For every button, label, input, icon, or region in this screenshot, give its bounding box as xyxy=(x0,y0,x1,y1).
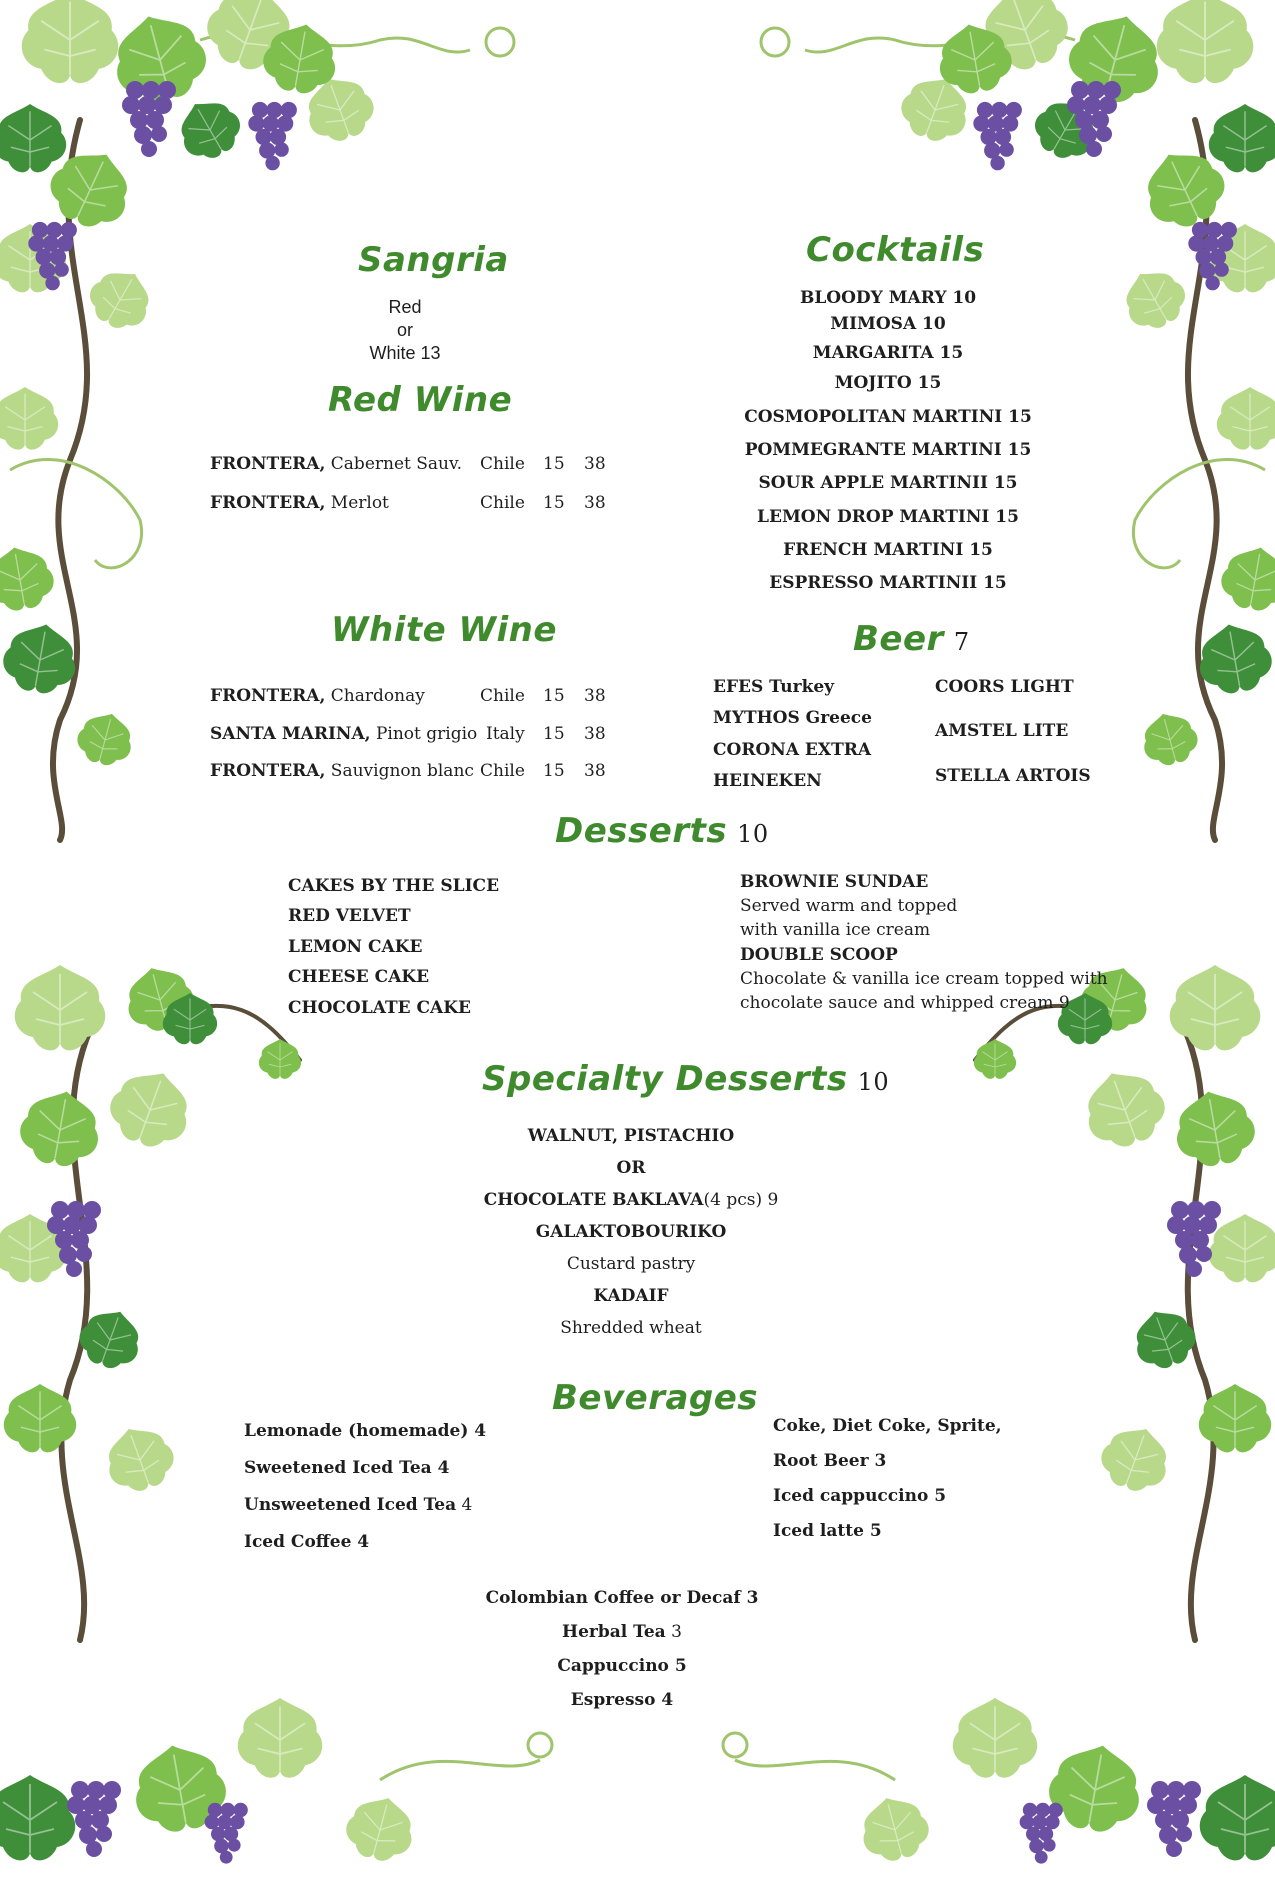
beverage-price: 5 xyxy=(668,1656,687,1676)
specialty-item-desc: Shredded wheat xyxy=(560,1318,702,1338)
beverage-name: Cappuccino xyxy=(557,1656,669,1676)
beverage-price: 3 xyxy=(740,1588,759,1608)
cocktail-item: ESPRESSO MARTINII 15 xyxy=(769,573,1007,593)
wine-glass-price: 15 xyxy=(543,724,565,744)
white-wine-heading: White Wine xyxy=(331,610,557,650)
dessert-item: RED VELVET xyxy=(288,906,411,926)
cocktail-item: SOUR APPLE MARTINII 15 xyxy=(758,473,1018,493)
wine-country: Chile xyxy=(480,454,525,474)
wine-varietal: Pinot grigio xyxy=(370,724,478,744)
sangria-heading: Sangria xyxy=(358,240,509,280)
brownie-title: BROWNIE SUNDAE xyxy=(740,872,929,892)
cocktail-item: MIMOSA 10 xyxy=(830,314,946,334)
sangria-line-2: or xyxy=(396,320,414,340)
beverage-price: 4 xyxy=(468,1421,487,1441)
dessert-item: CHOCOLATE CAKE xyxy=(288,998,471,1018)
specialty-item: GALAKTOBOURIKO xyxy=(535,1222,727,1242)
beer-item: AMSTEL LITE xyxy=(935,721,1069,741)
specialty-item-price: (4 pcs) 9 xyxy=(703,1190,779,1210)
specialty-item xyxy=(484,1190,779,1210)
wine-bottle-price: 38 xyxy=(584,454,606,474)
beverage-item: Coke, Diet Coke, Sprite, xyxy=(773,1416,1002,1436)
beverage-item xyxy=(244,1458,449,1478)
beverage-price: 4 xyxy=(655,1690,674,1710)
beverage-item xyxy=(244,1495,472,1515)
wine-producer: FRONTERA, xyxy=(210,454,326,474)
specialty-item: OR xyxy=(616,1158,646,1178)
hot-beverage-item xyxy=(562,1622,682,1642)
dessert-item: LEMON CAKE xyxy=(288,937,423,957)
hot-beverage-item xyxy=(571,1690,673,1710)
specialty-item-desc: Custard pastry xyxy=(566,1254,696,1274)
wine-glass-price: 15 xyxy=(543,686,565,706)
beer-price: 7 xyxy=(953,628,970,656)
brownie-desc: Served warm and topped xyxy=(740,896,958,916)
wine-glass-price: 15 xyxy=(543,454,565,474)
wine-row xyxy=(210,724,610,748)
wine-bottle-price: 38 xyxy=(584,493,606,513)
wine-producer: FRONTERA, xyxy=(210,493,326,513)
beverage-price: 4 xyxy=(431,1458,450,1478)
cocktail-item: MOJITO 15 xyxy=(834,373,942,393)
wine-producer: FRONTERA, xyxy=(210,761,326,781)
beverage-price: 3 xyxy=(665,1622,682,1642)
wine-varietal: Cabernet Sauv. xyxy=(325,454,462,474)
dessert-item: CHEESE CAKE xyxy=(288,967,430,987)
wine-bottle-price: 38 xyxy=(584,686,606,706)
beverage-name: Espresso xyxy=(570,1690,656,1710)
specialty-title: Specialty Desserts xyxy=(482,1059,848,1099)
beverage-price: 4 xyxy=(351,1532,370,1552)
wine-country: Chile xyxy=(480,493,525,513)
wine-varietal: Sauvignon blanc xyxy=(325,761,474,781)
cocktail-item: BLOODY MARY 10 xyxy=(799,288,977,308)
beer-item: COORS LIGHT xyxy=(935,677,1074,697)
beverage-name: Colombian Coffee or Decaf xyxy=(485,1588,741,1608)
beer-item: CORONA EXTRA xyxy=(713,740,872,760)
beverage-name: Herbal Tea xyxy=(562,1622,666,1642)
cocktail-item: FRENCH MARTINI 15 xyxy=(783,540,993,560)
beverage-item: Root Beer 3 xyxy=(773,1451,887,1471)
hot-beverage-item xyxy=(557,1656,686,1676)
specialty-item: KADAIF xyxy=(593,1286,669,1306)
cocktail-item: LEMON DROP MARTINI 15 xyxy=(757,507,1019,527)
specialty-desserts-heading xyxy=(482,1059,889,1099)
wine-row xyxy=(210,454,610,478)
wine-row xyxy=(210,493,610,517)
wine-glass-price: 15 xyxy=(543,493,565,513)
wine-varietal: Chardonay xyxy=(325,686,425,706)
desserts-heading xyxy=(555,811,769,851)
cocktail-item: MARGARITA 15 xyxy=(812,343,964,363)
beverage-price: 4 xyxy=(456,1495,473,1515)
red-wine-heading: Red Wine xyxy=(328,380,513,420)
wine-producer: SANTA MARINA, xyxy=(210,724,371,744)
desserts-title: Desserts xyxy=(555,811,728,851)
wine-glass-price: 15 xyxy=(543,761,565,781)
cocktail-item: POMMEGRANTE MARTINI 15 xyxy=(744,440,1032,460)
beer-title: Beer xyxy=(853,619,944,659)
beverages-heading: Beverages xyxy=(552,1378,759,1418)
beverage-name: Lemonade (homemade) xyxy=(244,1421,469,1441)
double-scoop-desc: Chocolate & vanilla ice cream topped with xyxy=(740,969,1108,989)
beverage-item: Iced latte 5 xyxy=(773,1521,882,1541)
beer-item: HEINEKEN xyxy=(713,771,822,791)
double-scoop-desc: chocolate sauce and whipped cream 9 xyxy=(740,993,1070,1013)
wine-row xyxy=(210,761,610,785)
sangria-line-3: White 13 xyxy=(369,343,441,363)
hot-beverage-item xyxy=(486,1588,759,1608)
beverage-name: Unsweetened Iced Tea xyxy=(244,1495,457,1515)
specialty-price: 10 xyxy=(857,1068,890,1096)
sangria-line-1: Red xyxy=(388,297,422,317)
cocktails-heading: Cocktails xyxy=(806,230,985,270)
beverage-item xyxy=(244,1532,369,1552)
specialty-item: WALNUT, PISTACHIO xyxy=(527,1126,735,1146)
beer-heading xyxy=(853,619,970,659)
dessert-item: CAKES BY THE SLICE xyxy=(288,876,500,896)
specialty-item-name: CHOCOLATE BAKLAVA xyxy=(483,1190,704,1210)
wine-country: Italy xyxy=(486,724,525,744)
beverage-item xyxy=(244,1421,486,1441)
brownie-desc: with vanilla ice cream xyxy=(740,920,931,940)
wine-bottle-price: 38 xyxy=(584,724,606,744)
beverage-name: Iced Coffee xyxy=(244,1532,352,1552)
wine-producer: FRONTERA, xyxy=(210,686,326,706)
beer-item: STELLA ARTOIS xyxy=(935,766,1091,786)
double-scoop-title: DOUBLE SCOOP xyxy=(740,945,898,965)
beer-item: EFES Turkey xyxy=(713,677,835,697)
desserts-price: 10 xyxy=(737,820,769,848)
wine-row xyxy=(210,686,610,710)
wine-country: Chile xyxy=(480,686,525,706)
beer-item: MYTHOS Greece xyxy=(713,708,872,728)
beverage-item: Iced cappuccino 5 xyxy=(773,1486,947,1506)
wine-country: Chile xyxy=(480,761,525,781)
beverage-name: Sweetened Iced Tea xyxy=(244,1458,432,1478)
cocktail-item: COSMOPOLITAN MARTINI 15 xyxy=(744,407,1032,427)
wine-varietal: Merlot xyxy=(325,493,389,513)
wine-bottle-price: 38 xyxy=(584,761,606,781)
